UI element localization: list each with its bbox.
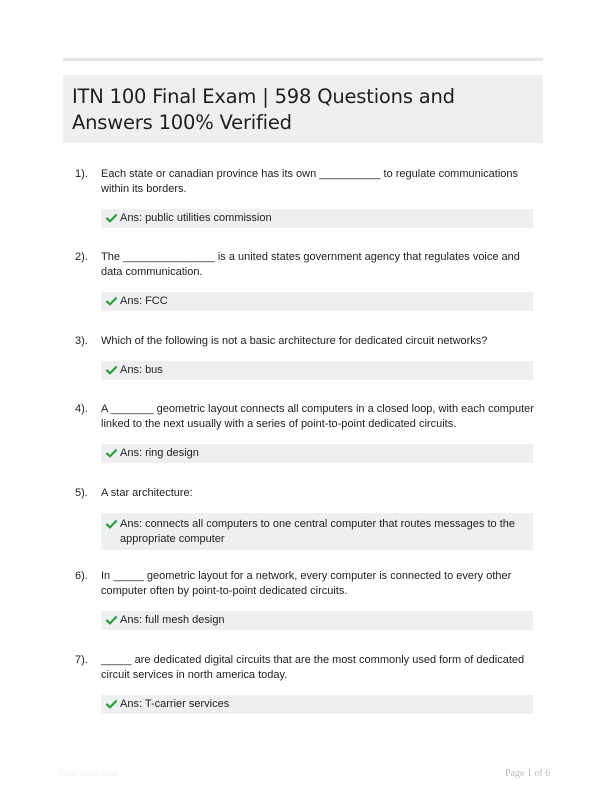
- answer-text: Ans: connects all computers to one central computer that routes messages to the appropriate computer: [120, 518, 515, 545]
- answer-text: Ans: bus: [120, 364, 163, 376]
- question-text: Each state or canadian province has its own __________ to regulate communications within its borders.: [101, 168, 519, 195]
- check-icon: [106, 211, 118, 226]
- question-text: Which of the following is not a basic architecture for dedicated circuit networks?: [101, 335, 488, 347]
- answer-text: Ans: T-carrier services: [120, 698, 230, 710]
- question-row: [75, 486, 535, 501]
- question-number: 3).: [75, 335, 88, 347]
- top-divider: [63, 58, 543, 61]
- question-number: 1).: [75, 168, 88, 180]
- page-number: Page 1 of 6: [505, 768, 551, 779]
- answer-box: [101, 444, 533, 463]
- footer-watermark: PaperTrible.com: [58, 768, 118, 778]
- question-block-4: [75, 402, 535, 463]
- question-number: 7).: [75, 654, 88, 666]
- question-number: 2).: [75, 251, 88, 263]
- answer-box: [101, 513, 533, 550]
- question-row: [75, 653, 535, 683]
- question-block-2: [75, 250, 535, 311]
- question-row: [75, 167, 535, 197]
- check-icon: [106, 446, 118, 461]
- answer-text: Ans: public utilities commission: [120, 212, 272, 224]
- question-row: [75, 334, 535, 349]
- question-text: The _______________ is a united states government agency that regulates voice and data communication.: [101, 251, 520, 278]
- question-row: [75, 569, 535, 599]
- question-text: _____ are dedicated digital circuits that are the most commonly used form of dedicated circuit services in north america today.: [101, 654, 525, 681]
- check-icon: [106, 363, 118, 378]
- answer-box: [101, 611, 533, 630]
- question-block-5: [75, 486, 535, 550]
- question-text: In _____ geometric layout for a network, every computer is connected to every other computer often by point-to-point dedicated circuits.: [101, 570, 512, 597]
- title-banner: [63, 75, 543, 143]
- check-icon: [106, 294, 118, 309]
- question-text: A star architecture:: [101, 487, 193, 499]
- question-block-1: [75, 167, 535, 228]
- question-block-3: [75, 334, 535, 380]
- question-number: 4).: [75, 403, 88, 415]
- question-text: A _______ geometric layout connects all computers in a closed loop, with each computer linked to the next usually with a series of point-to-point dedicated circuits.: [101, 403, 534, 430]
- answer-text: Ans: FCC: [120, 295, 168, 307]
- question-block-6: [75, 569, 535, 630]
- question-block-7: [75, 653, 535, 714]
- question-number: 5).: [75, 487, 88, 499]
- question-number: 6).: [75, 570, 88, 582]
- check-icon: [106, 613, 118, 628]
- answer-box: [101, 209, 533, 228]
- answer-box: [101, 361, 533, 380]
- check-icon: [106, 697, 118, 712]
- document-title: ITN 100 Final Exam | 598 Questions and Answers 100% Verified: [72, 85, 455, 134]
- question-row: [75, 250, 535, 280]
- question-row: [75, 402, 535, 432]
- answer-text: Ans: ring design: [120, 447, 199, 459]
- answer-text: Ans: full mesh design: [120, 614, 225, 626]
- answer-box: [101, 695, 533, 714]
- answer-box: [101, 292, 533, 311]
- check-icon: [106, 517, 118, 532]
